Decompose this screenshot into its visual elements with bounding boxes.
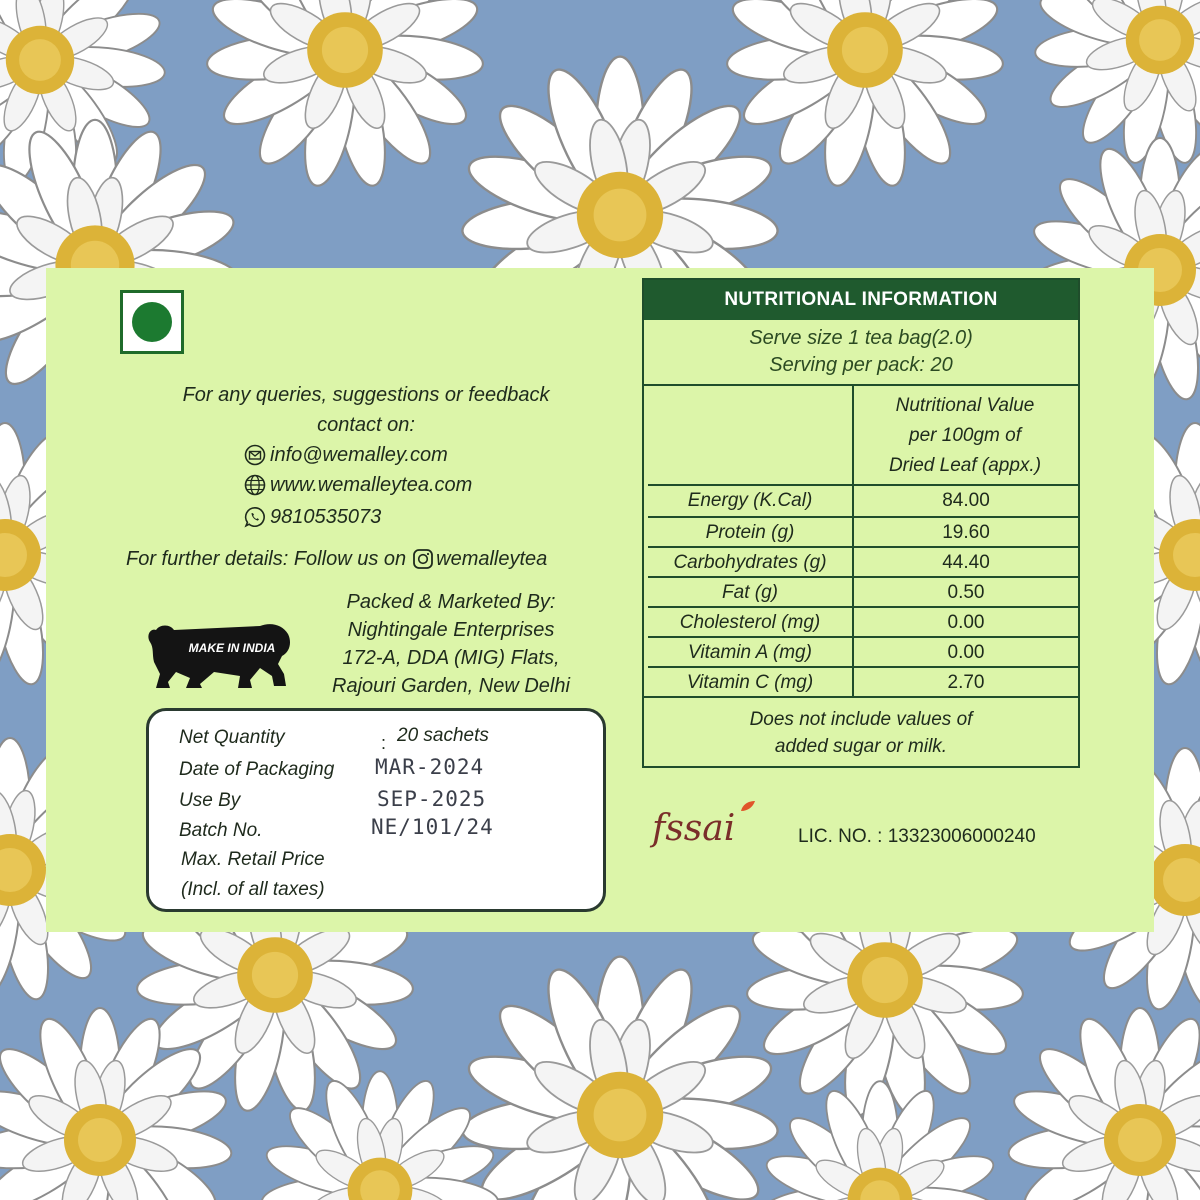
make-in-india-text: MAKE IN INDIA <box>188 641 276 655</box>
veg-dot <box>132 302 172 342</box>
fssai-logo <box>652 800 772 862</box>
batch-no-label: Batch No. <box>179 820 263 841</box>
batch-details-box <box>146 708 606 912</box>
value-header-line1: Nutritional Value <box>895 395 1035 416</box>
leaf-icon <box>740 800 756 812</box>
footnote-line1: Does not include values of <box>749 709 973 730</box>
value-column-header <box>852 386 1078 486</box>
nutrition-table <box>642 278 1080 768</box>
servings-per-pack: Serving per pack: 20 <box>769 354 953 376</box>
nutrient-value: 0.00 <box>947 612 985 633</box>
nutrient-value: 2.70 <box>947 672 985 693</box>
fssai-wordmark: fssai <box>652 808 736 849</box>
nutrient-value: 44.40 <box>942 552 990 573</box>
nutrient-name: Energy (K.Cal) <box>687 490 813 511</box>
footnote-line2: added sugar or milk. <box>774 736 948 757</box>
make-in-india-lion-logo <box>142 618 294 692</box>
whatsapp-icon <box>244 506 266 528</box>
nutrition-footnote <box>644 698 1078 768</box>
packed-by-block <box>296 588 606 700</box>
nutrition-title: NUTRITIONAL INFORMATION <box>644 280 1078 320</box>
mrp-label: Max. Retail Price <box>181 849 325 870</box>
date-of-packaging-value: MAR-2024 <box>375 755 485 779</box>
nutrient-name: Fat (g) <box>722 582 778 603</box>
nutrient-value: 19.60 <box>942 522 990 543</box>
serve-size: Serve size 1 tea bag(2.0) <box>749 327 973 349</box>
nutrient-value: 0.50 <box>947 582 985 603</box>
contact-heading-line2: contact on: <box>317 414 415 436</box>
mail-icon <box>244 444 266 466</box>
packed-line1: Packed & Marketed By: <box>346 591 556 613</box>
phone-text: 9810535073 <box>270 506 382 528</box>
email-text: info@wemalley.com <box>270 444 448 466</box>
nutrient-name: Protein (g) <box>705 522 795 543</box>
contact-phone[interactable] <box>244 502 381 532</box>
contact-heading-line1: For any queries, suggestions or feedback <box>182 384 550 406</box>
net-quantity-value: 20 sachets <box>397 725 489 746</box>
follow-line <box>126 544 547 574</box>
nutrient-name: Carbohydrates (g) <box>673 552 827 573</box>
value-header-line3: Dried Leaf (appx.) <box>888 455 1042 476</box>
nutrient-name: Vitamin C (mg) <box>686 672 814 693</box>
date-of-packaging-label: Date of Packaging <box>179 759 335 780</box>
net-quantity-label: Net Quantity <box>179 727 285 748</box>
mrp-note: (Incl. of all taxes) <box>181 879 325 900</box>
contact-heading <box>106 380 626 440</box>
packed-line2: Nightingale Enterprises <box>347 619 555 641</box>
website-text: www.wemalleytea.com <box>270 474 473 496</box>
packed-line3: 172-A, DDA (MIG) Flats, <box>342 647 560 669</box>
nutrient-name: Vitamin A (mg) <box>688 642 812 663</box>
contact-email[interactable] <box>244 440 448 470</box>
nutrient-value: 84.00 <box>942 490 990 511</box>
batch-no-value: NE/101/24 <box>371 815 494 839</box>
value-header-line2: per 100gm of <box>909 425 1021 446</box>
product-label <box>46 268 1154 932</box>
globe-icon <box>244 474 266 496</box>
nutrient-value: 0.00 <box>947 642 985 663</box>
packed-line4: Rajouri Garden, New Delhi <box>332 675 570 697</box>
license-number: LIC. NO. : 13323006000240 <box>798 826 1036 847</box>
nutrient-name: Cholesterol (mg) <box>679 612 821 633</box>
serving-info <box>644 320 1078 386</box>
contact-website[interactable] <box>244 470 472 500</box>
use-by-label: Use By <box>179 790 241 811</box>
vegetarian-symbol-icon <box>120 290 184 354</box>
follow-text: For further details: Follow us on <box>126 548 407 570</box>
instagram-icon <box>412 548 434 570</box>
colon: : <box>381 733 387 753</box>
instagram-handle[interactable]: wemalleytea <box>436 548 548 570</box>
use-by-value: SEP-2025 <box>377 787 487 811</box>
